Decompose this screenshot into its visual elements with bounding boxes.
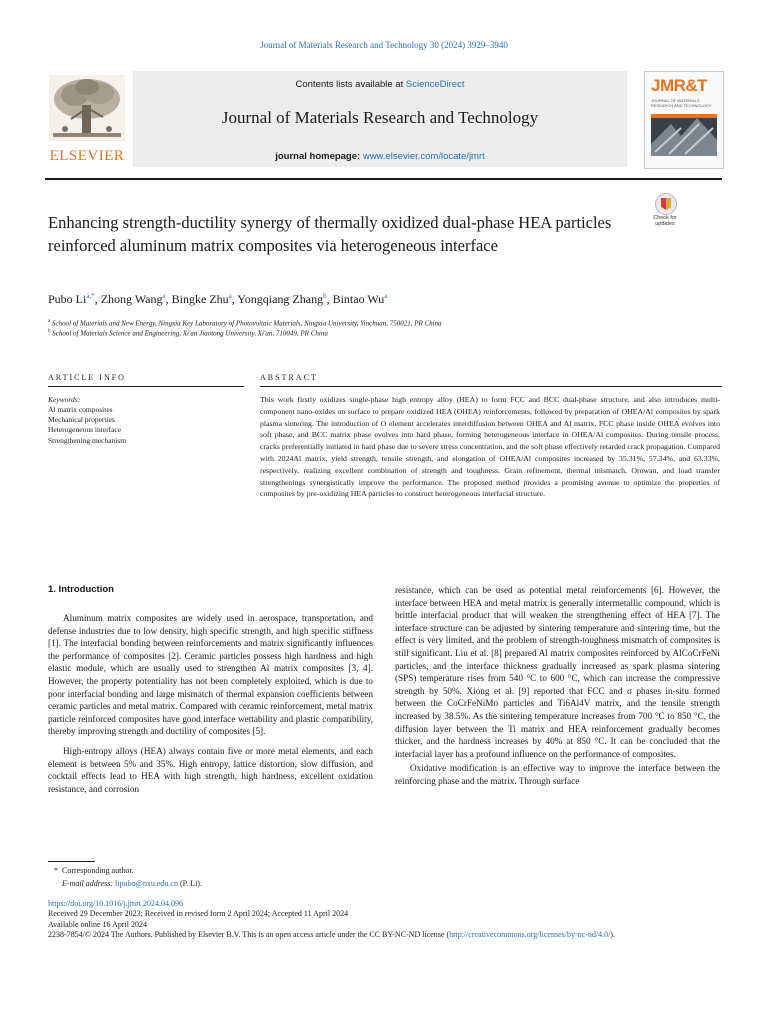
elsevier-logo [45, 71, 129, 166]
contents-line [133, 79, 627, 90]
sciencedirect-link[interactable]: ScienceDirect [405, 79, 465, 90]
email-label: E-mail address: [62, 879, 116, 888]
check-for-updates-button[interactable] [648, 193, 682, 231]
body-paragraph: Oxidative modification is an effective way to improve the interface between the reinforcing phase and the matrix. Through surface [395, 763, 720, 786]
abstract-text: This work firstly oxidizes single-phase high entropy alloy (HEA) to form FCC and BCC dual-phase structure, and also introduces multi-component nano-oxides on surface to prepare oxidized HEA (OHEA) reinforcements, followed by preparation of OHEA/Al composites by spark plasma sintering. The introduction of O element accelerates interdiffusion between OHEA and Al matrix. FCC phase inside OHEA evolves into soft phase, and BCC matrix phase evolves into hard phase, forming heterogeneous interface in OHEA/Al composites. During tensile process, cracks preferentially initiated in hard phase due to severe stress concentration, and the soft phase effectively retarded crack propagation. Compared with 2024Al matrix, yield strength, tensile strength, and elongation of OHEA/Al composites increased by 35.31%, 57.34%, and 63.33%, respectively, realizing excellent combination of strength and toughness. Grain refinement, thermal mismatch, Orowan, and load transfer strengthenings synergistically improve the performance. The proposed method provides a promising avenue to optimize the properties of composites by pre-oxidizing HEA particles to construct heterogeneous interfacial structure. [260, 395, 720, 499]
journal-name: Journal of Materials Research and Technology [221, 108, 539, 127]
license-link[interactable]: http://creativecommons.org/licenses/by-nc-nd/4.0/ [449, 930, 611, 940]
affiliation-a [48, 319, 442, 327]
keywords-list [48, 405, 126, 446]
keyword-item: Al matrix composites [48, 405, 113, 414]
homepage-line [133, 151, 627, 162]
body-paragraph: High-entropy alloys (HEA) always contain five or more metal elements, and each element is between 5% and 35%. High entropy, lattice distortion, slow diffusion, and cocktail effects lead to HEA with high strength, high hardness, excellent oxidation resistance, and corrosion [48, 745, 373, 794]
keywords-label: Keywords: [48, 395, 81, 404]
elsevier-tree-icon [49, 75, 125, 141]
homepage-prefix: journal homepage: [275, 151, 363, 162]
abstract-heading: ABSTRACT [260, 373, 318, 382]
corresponding-label: Corresponding author. [62, 866, 134, 875]
cover-subtitle: JOURNAL OF MATERIALS RESEARCH AND TECHNOLOGY [651, 98, 712, 108]
doi-link[interactable]: https://doi.org/10.1016/j.jmrt.2024.04.096 [48, 899, 183, 908]
author-affiliation-mark[interactable]: b [323, 292, 327, 300]
article-info-rule [48, 386, 244, 387]
corresponding-mark: * [54, 866, 58, 875]
body-column-left [48, 612, 373, 795]
online-date: Available online 16 April 2024 [48, 919, 147, 929]
email-suffix: (P. Li). [177, 879, 202, 888]
journal-cover[interactable] [644, 71, 724, 169]
keyword-item: Heterogeneous interface [48, 425, 122, 435]
journal-header [133, 71, 627, 167]
cover-image-icon [651, 114, 717, 156]
author-name[interactable]: Pubo Li [48, 292, 87, 306]
email-link[interactable]: lipubo@nxu.edu.cn [115, 879, 178, 888]
header-rule [45, 178, 722, 180]
article-info-heading: ARTICLE INFO [48, 373, 126, 382]
email-note [62, 879, 202, 888]
check-updates-icon [655, 193, 677, 215]
author-name[interactable]: Bintao Wu [332, 292, 385, 306]
article-metadata [48, 899, 728, 941]
cover-title: JMR&T [651, 76, 708, 95]
author-name[interactable]: Yongqiang Zhang [237, 292, 324, 306]
body-paragraph: Aluminum matrix composites are widely used in aerospace, transportation, and defense industries due to low density, high specific strength, and high specific stiffness [1]. The interfacial bonding between reinforcements and matrix significantly influences the performance of composites [2]. Ceramic particles possess high hardness and high elastic module, which are usually used to strengthen Al matrix composites [3, 4]. However, the property potentiality has not been completely exploited, which is due to poor interfacial bonding and large mismatch of thermal expansion coefficients between ceramic particles and metal matrix. Compared with ceramic reinforcement, metal matrix particle reinforced composites have good interface wettability and plastic compatibility, thereby improving strength and ductility of composites [5]. [48, 613, 373, 737]
affiliation-mark: a [48, 319, 51, 324]
license-line [48, 930, 728, 940]
received-dates: Received 29 December 2023; Received in revised form 2 April 2024; Accepted 11 April 2024 [48, 909, 349, 919]
author-list: Pubo $Li^{a,*}$, Zhong Wang$^a$, Bingke Zhu$^a$, Yongqiang Zhang$^b$, Bintao Wu$^a$ [48, 292, 388, 306]
check-updates-label: Check for updates [653, 215, 677, 227]
abstract-rule [260, 386, 722, 387]
affiliation-b [48, 329, 328, 337]
article-title: Enhancing strength-ductility synergy of thermally oxidized dual-phase HEA particles reinforced aluminum matrix composites via heterogeneous interface [48, 213, 612, 255]
affiliation-mark: b [48, 329, 51, 334]
introduction-heading: 1. Introduction [48, 584, 114, 595]
homepage-link[interactable]: www.elsevier.com/locate/jmrt [362, 151, 485, 162]
publisher-name: ELSEVIER [49, 148, 125, 164]
affiliation-text: School of Materials and New Energy, Ningxia Key Laboratory of Photovoltaic Materials, Ningxia University, Yinchuan, 750021, PR China [51, 319, 442, 328]
body-column-right [395, 584, 720, 788]
keyword-item: Strengthening mechanism [48, 435, 127, 445]
author-affiliation-mark[interactable]: a [228, 292, 232, 300]
corresponding-author-note [54, 866, 134, 875]
footnote-rule [48, 861, 95, 862]
keyword-item: Mechanical properties [48, 415, 115, 425]
author-affiliation-mark[interactable]: a [384, 292, 388, 300]
contents-prefix: Contents lists available at [295, 79, 406, 90]
journal-reference[interactable]: Journal of Materials Research and Technology 30 (2024) 3929–3940 [260, 40, 508, 50]
affiliation-text: School of Materials Science and Engineering, Xi'an Jiaotong University, Xi'an, 710049, PR China [52, 329, 328, 338]
author-name[interactable]: Bingke Zhu [171, 292, 229, 306]
license-suffix: ). [610, 930, 615, 940]
author-affiliation-mark[interactable]: a [162, 292, 166, 300]
license-prefix: 2238-7854/© 2024 The Authors. Published by Elsevier B.V. This is an open access article under the CC BY-NC-ND license ( [48, 930, 450, 940]
author-affiliation-mark[interactable]: a,* [86, 292, 95, 300]
body-paragraph: resistance, which can be used as potential metal reinforcements [6]. However, the interface between HEA and metal matrix is generally intermetallic compound, which is brittle interfacial product that will weaken the strengthening effect of HEA [7]. The interface structure can be adjusted by sintering temperature and sintering time, but the effect is very limited, and the problem of strength-toughness mismatch of composites is still significant. Liu et al. [8] prepared Al matrix composites reinforced by AlCoCrFeNi particles, and the interface thickness gradually increased as spark plasma sintering (SPS) temperature rises from 540 °C to 600 °C, which can increase the compressive strength by 50%. Xiong et al. [9] reported that FCC and σ phases in-situ formed between the CoCrFeNiMo particles and Ti6Al4V matrix, and the tensile strength increased by 38.5%. As the sintering temperature increases from 700 °C to 850 °C, the diffusion layer between the Ti matrix and HEA reinforcement gradually becomes thicker, and the hardness increases by 40% at 850 °C. It can be concluded that the interfacial layer has a profound influence on the performance of composites. [395, 585, 720, 759]
author-name[interactable]: Zhong Wang [100, 292, 163, 306]
